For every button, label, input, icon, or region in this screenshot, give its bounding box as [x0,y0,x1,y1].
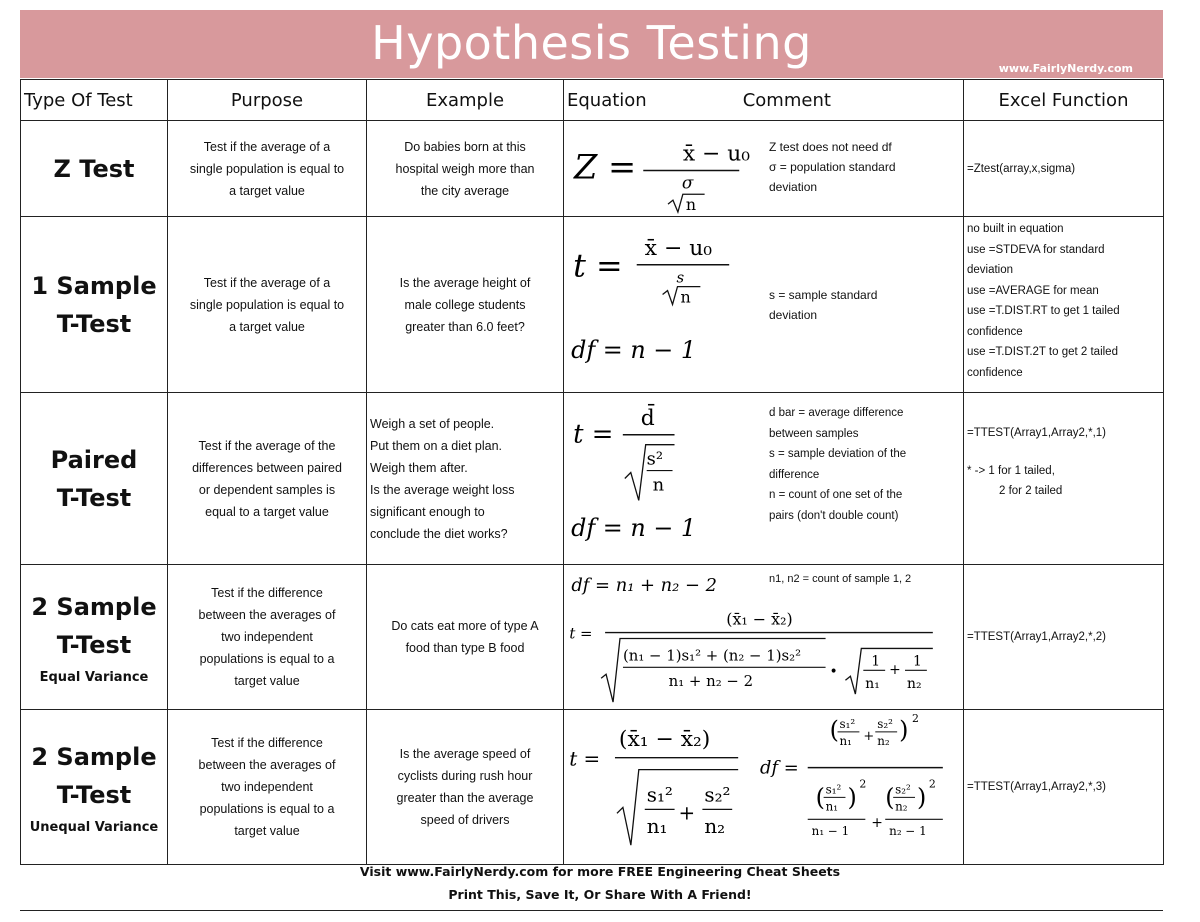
text-line: two independent [221,630,313,644]
eq-pooled-den: n₁ + n₂ − 2 [668,672,754,691]
text-line: hospital weigh more than [395,161,535,176]
text-line: Do babies born at this [404,139,526,154]
text-line: * -> 1 for 1 tailed, [967,465,1055,477]
text-line: no built in equation [967,223,1064,235]
eq-numerator: (x̄₁ − x̄₂) [726,609,793,629]
type-line: Paired [50,445,138,474]
text-line: deviation [769,180,818,194]
text-line: use =T.DIST.RT to get 1 tailed [967,305,1120,317]
purpose-cell [168,565,367,710]
type-line: T-Test [56,309,132,338]
eq-df-lhs: df = [760,757,799,779]
text-line: difference [769,468,820,481]
text-line: Is the average speed of [399,747,531,761]
text-line: cyclists during rush hour [397,769,533,783]
eq-n2: n₂ [895,799,908,814]
type-line: 1 Sample [31,271,157,300]
text-line: between the averages of [198,758,336,772]
text-line: a target value [229,319,305,334]
paren-open: ( [885,783,895,812]
one-sample-equation [564,217,964,392]
eq-sq: 2 [859,777,867,791]
purpose-cell [168,393,367,565]
text-line: significant enough to [370,504,485,519]
eq-n1: n₁ [646,815,668,839]
paren-close: ) [899,715,909,744]
text-line: Z test does not need df [769,140,892,154]
eq-plus: + [871,815,883,832]
text-line: confidence [967,325,1023,338]
header-example: Example [367,80,564,121]
example-cell [367,393,564,565]
type-subtitle: Unequal Variance [29,820,159,835]
eq-numerator: x̄ − u₀ [644,235,713,261]
eq-root-n: n [680,287,691,307]
eq-df: df = n − 1 [571,514,697,543]
text-line: Test if the difference [211,586,323,600]
example-cell [367,217,564,393]
paren-close: ) [847,783,857,812]
eq-root-n: n [685,195,697,215]
header-equation: Equation [567,89,647,111]
text-line: use =STDEVA for standard [967,243,1105,256]
text-line: between the averages of [198,608,336,622]
paren-close: ) [917,783,927,812]
eq-plus: + [678,801,696,825]
header-comment: Comment [742,89,831,111]
purpose-cell [168,121,367,217]
type-line: T-Test [56,483,132,512]
table-row [21,710,1164,865]
table-row [21,393,1164,565]
paren-open: ( [829,715,839,744]
eq-lhs: t = [569,747,601,771]
eq-s: s [676,268,685,287]
text-line: speed of drivers [420,813,510,827]
text-line: greater than 6.0 feet? [405,319,525,334]
eq-s2: s₂² [704,783,731,807]
excel-cell [964,121,1164,217]
eq-numerator: (x̄₁ − x̄₂) [618,726,711,752]
eq-n2m1: n₂ − 1 [889,824,927,839]
test-type [21,217,168,393]
text-line: equal to a target value [205,504,329,519]
text-line: =Ztest(array,x,sigma) [967,162,1076,175]
table-row [21,217,1164,393]
text-line: confidence [967,366,1023,379]
eq-pooled-num: (n₁ − 1)s₁² + (n₂ − 1)s₂² [622,646,802,665]
text-line: s = sample standard [769,288,878,302]
header-excel: Excel Function [964,80,1164,121]
comment-text [769,137,896,197]
comment-text [769,569,911,589]
test-type [21,565,168,710]
example-cell [367,121,564,217]
text-line: deviation [769,308,818,322]
eq-n1: n₁ [839,733,852,748]
equation-comment-cell [564,121,964,217]
page-title: Hypothesis Testing [371,16,812,70]
footer-visit: Visit www.FairlyNerdy.com for more FREE Engineering Cheat Sheets [359,864,841,879]
text-line: use =T.DIST.2T to get 2 tailed [967,346,1118,358]
z-test-equation [564,121,964,216]
text-line: populations is equal to a [199,652,335,666]
purpose-cell [168,217,367,393]
text-line: s = sample deviation of the [769,448,907,460]
footer-share: Print This, Save It, Or Share With A Friend! [448,887,752,902]
eq-s1: s₁² [839,716,856,731]
text-line: n1, n2 = count of sample 1, 2 [769,573,912,585]
eq-one-a: 1 [871,653,881,670]
eq-s1: s₁² [825,782,842,797]
text-line: or dependent samples is [198,482,336,497]
text-line: Put them on a diet plan. [370,438,503,453]
example-cell [367,565,564,710]
text-line: =TTEST(Array1,Array2,*,2) [967,631,1106,643]
test-type [21,710,168,865]
eq-lhs: t = [573,246,623,285]
eq-n1: n₁ [865,676,880,693]
text-line: the city average [420,183,510,198]
text-line: Weigh a set of people. [370,416,495,431]
eq-lhs: t = [569,624,593,643]
text-line: pairs (don't double count) [769,509,899,522]
text-line: food than type B food [405,641,525,655]
type-line: 2 Sample [31,743,157,771]
eq-numerator: x̄ − u₀ [682,141,750,167]
text-line: =TTEST(Array1,Array2,*,1) [967,427,1106,439]
eq-lhs: t = [573,419,614,450]
text-line: single population is equal to [189,161,345,176]
equation-comment-cell [564,710,964,865]
eq-n2: n₂ [907,676,922,693]
text-line: differences between paired [192,460,342,475]
excel-cell [964,710,1164,865]
unequal-variance-equation [564,710,964,864]
eq-lhs: Z = [574,147,637,187]
comment-text [769,285,877,325]
text-line: σ = population standard [769,160,896,174]
eq-sq: 2 [912,711,919,725]
title-banner [20,10,1163,78]
header-purpose: Purpose [168,80,367,121]
excel-cell [964,217,1164,393]
header-equation-comment [564,80,964,121]
header-type: Type Of Test [21,80,168,121]
table-row [21,565,1164,710]
eq-plus: + [889,662,901,679]
eq-sq: 2 [928,777,936,791]
text-line: two independent [221,780,313,794]
text-line: populations is equal to a [199,802,335,816]
type-line: 2 Sample [31,593,157,621]
text-line: Weigh them after. [370,460,468,475]
eq-n2: n₂ [704,815,726,839]
eq-df: df = n − 1 [571,336,697,365]
text-line: between samples [769,427,859,440]
eq-plus: + [863,728,875,744]
table-row [21,121,1164,217]
text-line: d bar = average difference [769,407,904,419]
eq-df: df = n₁ + n₂ − 2 [571,574,718,596]
eq-n2: n₂ [877,733,890,748]
type-subtitle: Equal Variance [39,670,149,685]
text-line: conclude the diet works? [370,526,508,541]
paren-open: ( [815,783,825,812]
text-line: =TTEST(Array1,Array2,*,3) [967,781,1106,793]
eq-numerator: d̄ [640,405,655,431]
text-line: n = count of one set of the [769,489,903,501]
eq-n1: n₁ [825,799,839,814]
eq-s2: s₂² [895,782,911,797]
eq-s1: s₁² [646,783,673,807]
example-cell [367,710,564,865]
text-line: male college students [404,297,526,312]
eq-n1m1: n₁ − 1 [811,824,850,839]
site-url[interactable]: www.FairlyNerdy.com [998,62,1133,75]
text-line: target value [234,674,300,688]
text-line: a target value [229,183,305,198]
text-line: Do cats eat more of type A [391,619,539,633]
equation-comment-cell [564,393,964,565]
hypothesis-table [20,79,1164,865]
purpose-cell [168,710,367,865]
type-line: T-Test [56,631,132,659]
text-line: deviation [967,264,1014,276]
text-line: use =AVERAGE for mean [967,284,1099,297]
comment-text [769,403,906,526]
eq-dot: • [829,664,838,681]
text-line: Test if the average of a [203,139,331,154]
excel-cell [964,393,1164,565]
header-row [21,80,1164,121]
text-line: Test if the average of the [198,438,336,453]
text-line: 2 for 2 tailed [999,485,1063,497]
eq-s2: s² [646,448,664,470]
eq-n: n [652,474,665,496]
text-line: Test if the average of a [203,275,331,290]
text-line: Test if the difference [211,736,323,750]
test-type [21,393,168,565]
eq-sigma: σ [681,172,694,193]
text-line: target value [234,824,300,838]
eq-s2: s₂² [877,716,893,731]
text-line: Is the average weight loss [370,482,515,497]
type-line: T-Test [56,781,132,809]
equation-comment-cell [564,565,964,710]
test-type: Z Test [21,121,168,217]
footer-divider [20,910,1163,911]
text-line: single population is equal to [189,297,345,312]
text-line: greater than the average [396,791,534,805]
text-line: Is the average height of [399,275,531,290]
eq-one-b: 1 [912,653,922,670]
excel-cell [964,565,1164,710]
equation-comment-cell [564,217,964,393]
